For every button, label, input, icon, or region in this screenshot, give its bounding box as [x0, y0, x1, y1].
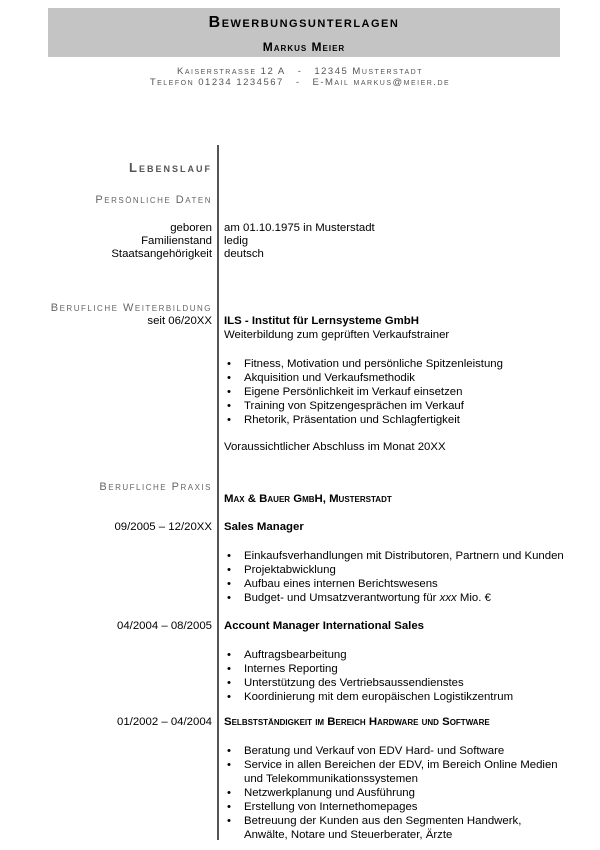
training-topics: [224, 357, 503, 427]
label-marital-status: Familienstand: [141, 235, 212, 247]
job-date: 01/2002 – 04/2004: [116, 716, 212, 728]
list-item: [224, 758, 558, 786]
section-practice: Berufliche Praxis: [99, 481, 212, 493]
label-nationality: Staatsangehörigkeit: [111, 248, 212, 260]
vertical-divider: [217, 145, 219, 840]
list-item: • Training von Spitzengesprächen im Verkauf: [224, 399, 503, 413]
list-item: • Auftragsbearbeitung: [224, 648, 513, 662]
list-item: • Beratung und Verkauf von EDV Hard- und Software: [224, 744, 558, 758]
list-item: [224, 814, 558, 842]
job-title: Sales Manager: [224, 521, 304, 533]
training-date: seit 06/20XX: [147, 315, 212, 327]
list-item: • Erstellung von Internethomepages: [224, 800, 558, 814]
list-item: • Koordinierung mit dem europäischen Logistikzentrum: [224, 690, 513, 704]
contact-line: [0, 77, 600, 88]
address-city: 12345 Musterstadt: [314, 66, 423, 77]
task-text: Betreuung der Kunden aus den Segmenten Handwerk,: [244, 815, 522, 827]
list-item: • Unterstützung des Vertriebsaussendienstes: [224, 676, 513, 690]
header-banner: [48, 8, 560, 57]
job-tasks: [224, 549, 564, 605]
section-personal: Persönliche Daten: [95, 194, 212, 206]
job-date: 04/2004 – 08/2005: [116, 620, 212, 632]
section-cv: Lebenslauf: [129, 160, 212, 175]
phone: Telefon 01234 1234567: [149, 77, 284, 88]
label-birth: geboren: [170, 222, 212, 234]
list-item: • Projektabwicklung: [224, 563, 564, 577]
value-marital-status: ledig: [224, 235, 249, 247]
list-item: • Einkaufsverhandlungen mit Distributoren, Partnern und Kunden: [224, 549, 564, 563]
training-program: Weiterbildung zum geprüften Verkaufstrainer: [224, 329, 450, 341]
job-title: Account Manager International Sales: [224, 620, 425, 632]
task-unit: Mio. €: [456, 592, 491, 604]
list-item: • Akquisition und Verkaufsmethodik: [224, 371, 503, 385]
email: E-Mail markus@meier.de: [312, 77, 451, 88]
value-nationality: deutsch: [224, 248, 264, 260]
list-item: • Netzwerkplanung und Ausführung: [224, 786, 558, 800]
contact-separator: -: [295, 77, 301, 88]
value-birth: am 01.10.1975 in Musterstadt: [224, 222, 375, 234]
section-training: Berufliche Weiterbildung: [50, 302, 212, 314]
list-item: • Aufbau eines internen Berichtswesens: [224, 577, 564, 591]
list-item: • Rhetorik, Präsentation und Schlagfertigkeit: [224, 413, 503, 427]
applicant-name: Markus Meier: [262, 40, 346, 54]
list-item: [224, 591, 564, 605]
task-text: Service in allen Bereichen der EDV, im Bereich Online Medien: [244, 759, 558, 771]
list-item: • Eigene Persönlichkeit im Verkauf einsetzen: [224, 385, 503, 399]
address-separator: -: [297, 66, 303, 77]
address-line: [0, 66, 600, 77]
job-tasks: [224, 744, 558, 842]
job-title: Selbstständigkeit im Bereich Hardware und Software: [224, 716, 490, 728]
job-date: 09/2005 – 12/20XX: [114, 521, 212, 533]
training-note: Voraussichtlicher Abschluss im Monat 20XX: [224, 441, 446, 453]
document-title: Bewerbungsunterlagen: [208, 14, 400, 31]
company-name: Max & Bauer GmbH, Musterstadt: [224, 493, 392, 505]
task-text: Budget- und Umsatzverantwortung für: [244, 592, 440, 604]
task-text-continued: Anwälte, Notare und Steuerberater, Ärzte: [244, 829, 453, 841]
address-street: Kaiserstrasse 12 A: [177, 66, 286, 77]
job-tasks: [224, 648, 513, 704]
training-institute: ILS - Institut für Lernsysteme GmbH: [224, 315, 419, 327]
list-item: • Fitness, Motivation und persönliche Spitzenleistung: [224, 357, 503, 371]
task-amount: xxx: [439, 592, 457, 604]
task-text-continued: und Telekommunikationssystemen: [244, 773, 418, 785]
list-item: • Internes Reporting: [224, 662, 513, 676]
